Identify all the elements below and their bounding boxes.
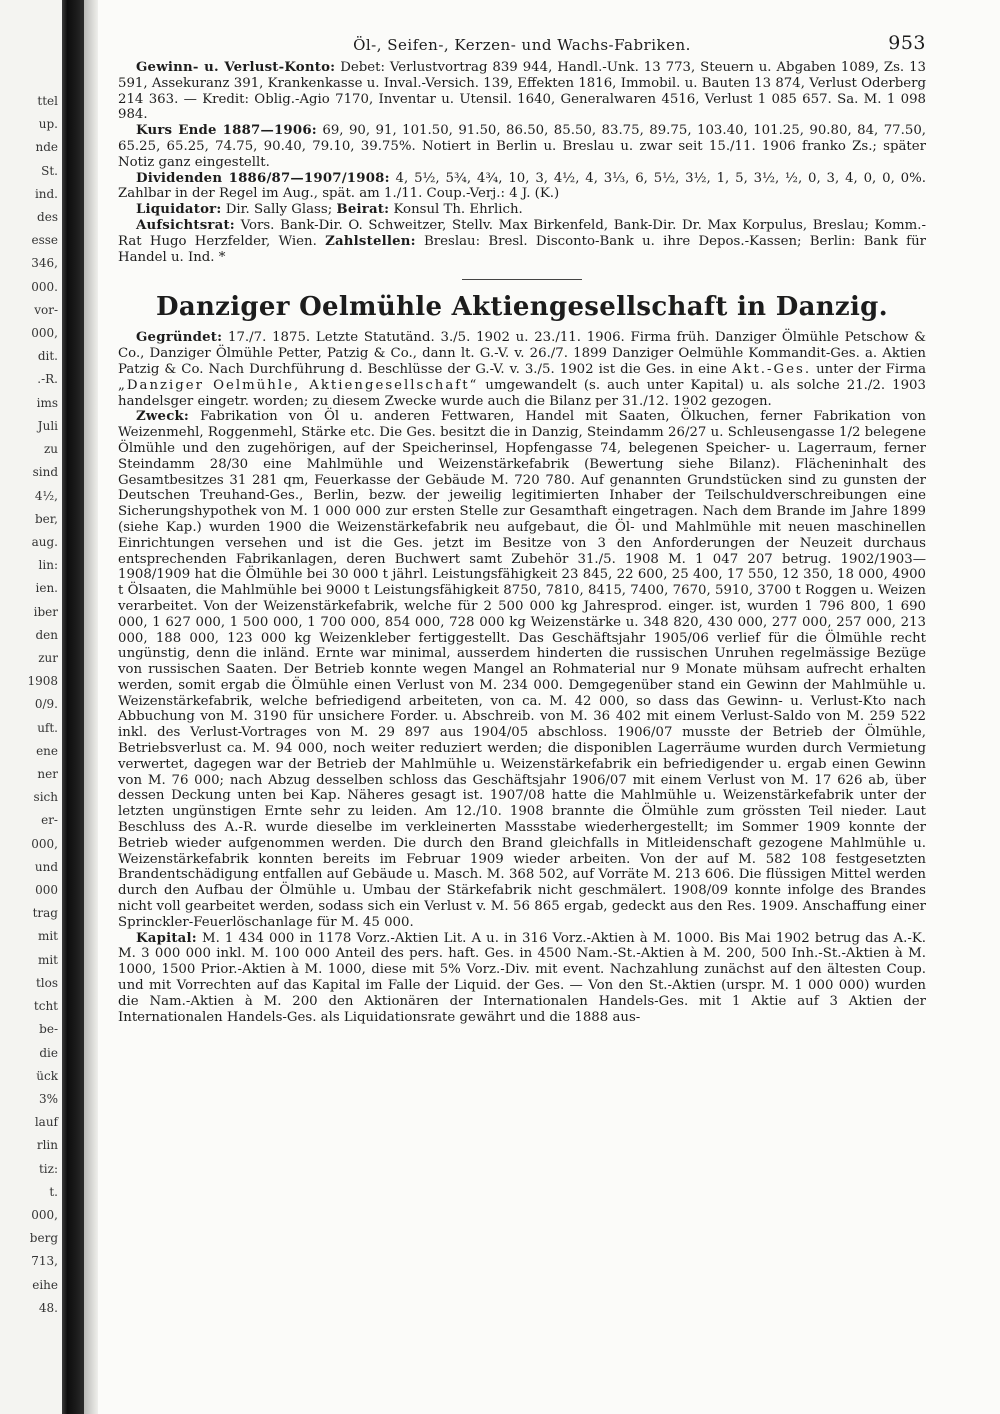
- gewinn-text: Debet: Verlustvortrag 839 944, Handl.-Unk. 13 773, Steuern u. Abgaben 1089, Zs. 13 591, Assekuranz 391, Krankenkasse u. Inval.-Versich. 139, Effekten 1816, Immobil. u. Bauten 13 874, Verlust Oderberg 214 363. — Kredit: Oblig.-Agio 7170, Inventar u. Utensil. 1640, Generalwaren 4516, Verlust 1 085 657. Sa. M. 1 098 984.: [118, 60, 926, 123]
- beirat-text: Konsul Th. Ehrlich.: [393, 202, 523, 218]
- previous-page-fragment: 48.: [38, 1300, 58, 1315]
- previous-page-fragment: er-: [41, 813, 58, 828]
- previous-page-strip: [0, 0, 62, 1414]
- dividenden-text: 4, 5½, 5¾, 4¾, 10, 3, 4½, 4, 3⅓, 6, 5½, 3½, 1, 5, 3½, ½, 0, 3, 4, 0, 0, 0%. Zahlbar in der Regel im Aug., spät. am 1./11. Coup.-Verj.: 4 J. (K.): [118, 170, 926, 202]
- aufsichtsrat-label: Aufsichtsrat:: [136, 217, 235, 233]
- previous-page-fragment: dit.: [37, 349, 58, 364]
- zweck-label: Zweck:: [136, 409, 190, 425]
- previous-page-fragment: nde: [35, 140, 58, 155]
- previous-page-fragment: t.: [49, 1184, 58, 1199]
- previous-page-fragment: zur: [38, 650, 58, 665]
- previous-page-fragment: 000.: [31, 279, 58, 294]
- previous-page-fragment: uft.: [37, 720, 58, 735]
- kurs-label: Kurs Ende 1887—1906:: [136, 123, 317, 139]
- gutter-edge: [84, 0, 98, 1414]
- kapital-paragraph: [118, 931, 926, 1026]
- gegruendet-label: Gegründet:: [136, 330, 223, 346]
- previous-page-fragment: ück: [36, 1068, 58, 1083]
- gewinn-label: Gewinn- u. Verlust-Konto:: [136, 60, 336, 75]
- previous-page-fragment: .-R.: [37, 372, 58, 387]
- beirat-label: Beirat:: [336, 202, 390, 218]
- previous-page-fragment: St.: [41, 163, 58, 178]
- aufsichtsrat-text: Vors. Bank-Dir. O. Schweitzer, Stellv. Max Birkenfeld, Bank-Dir. Dr. Max Korpulus, Breslau; Komm.-Rat Hugo Herzfelder, Wien.: [118, 217, 926, 249]
- gegruendet-spaced-2: „Danziger Oelmühle, Aktiengesellschaft“: [118, 377, 479, 393]
- gewinn-paragraph: [118, 60, 926, 123]
- previous-page-fragment: be-: [39, 1022, 58, 1037]
- aufsichtsrat-paragraph: [118, 218, 926, 265]
- previous-page-fragment: zu: [43, 442, 58, 457]
- previous-page-fragment: ien.: [35, 581, 58, 596]
- previous-page-fragment: Juli: [37, 418, 58, 433]
- previous-page-fragment: vor-: [34, 302, 58, 317]
- gegruendet-text-1: 17./7. 1875. Letzte Statutänd. 3./5. 1902 u. 23./11. 1906. Firma früh. Danziger Ölmühle Petschow & Co., Danziger Ölmühle Petter, Patzig & Co., dann lt. G.-V. v. 26./7. 1899 Danziger Oelmühle Kommandit-Ges. a. Aktien Patzig & Co. Nach Durchführung d. Beschlüsse der G.-V. v. 3./5. 1902 ist die Ges. in eine: [118, 330, 926, 377]
- previous-page-fragment: die: [39, 1045, 58, 1060]
- kapital-text: M. 1 434 000 in 1178 Vorz.-Aktien Lit. A u. in 316 Vorz.-Aktien à M. 1000. Bis Mai 1902 betrug das A.-K. M. 3 000 000 inkl. M. 100 000 Anteil des pers. haft. Ges. in 4500 Nam.-St.-Aktien à M. 200, 500 Inh.-St.-Aktien à M. 1000, 1500 Prior.-Aktien à M. 1000, diese mit 5% Vorz.-Div. mit event. Nachzahlung zunächst auf den ältesten Coup. und mit Vorrechten auf das Kapital im Falle der Liquid. der Ges. — Von den St.-Aktien (urspr. M. 1 000 000) wurden die Nam.-Aktien à M. 200 den Aktionären der Internationalen Handels-Ges. mit 1 Aktie auf 3 Aktien der Internationalen Handels-Ges. als Liquidationsrate gewährt und die 1888 aus-: [118, 930, 926, 1025]
- previous-page-fragment: ims: [36, 395, 58, 410]
- previous-page-fragment: sind: [32, 465, 58, 480]
- previous-page-fragment: ber,: [34, 511, 58, 526]
- gegruendet-paragraph: [118, 330, 926, 409]
- liquidator-text: Dir. Sally Glass;: [225, 202, 333, 218]
- previous-page-fragment: 4½,: [34, 488, 58, 503]
- previous-page-fragment: mit: [37, 929, 58, 944]
- company-title: Danziger Oelmühle Aktiengesellschaft in Danzig.: [155, 292, 888, 323]
- previous-page-fragment: esse: [31, 233, 58, 248]
- gegruendet-text-2: unter der Firma: [816, 361, 926, 377]
- previous-page-fragment: lin:: [38, 558, 58, 573]
- previous-page-fragment: mit: [37, 952, 58, 967]
- gegruendet-text-3: umgewandelt (s. auch unter Kapital) u. als solche 21./2. 1903 handelsger eingetr. worden; zu diesem Zwecke wurde auch die Bilanz per 31./12. 1902 gezogen.: [118, 377, 926, 409]
- previous-page-fragment: rlin: [36, 1138, 58, 1153]
- company-entry: [118, 330, 926, 1025]
- previous-page-fragment: und: [34, 859, 58, 874]
- previous-page-fragment: den: [35, 627, 58, 642]
- gegruendet-spaced-1: Akt.-Ges.: [731, 361, 812, 377]
- previous-page-fragment: 000: [35, 883, 58, 898]
- previous-page-fragment: 3%: [38, 1091, 58, 1106]
- previous-page-fragment: 713,: [31, 1254, 58, 1269]
- previous-page-fragment: aug.: [31, 534, 58, 549]
- previous-page-fragment: berg: [29, 1231, 58, 1246]
- previous-page-fragment: 1908: [27, 674, 58, 689]
- previous-page-fragment: up.: [38, 117, 58, 132]
- liquidator-paragraph: [118, 202, 926, 218]
- previous-page-fragment: des: [37, 210, 58, 225]
- zahlstellen-label: Zahlstellen:: [325, 233, 416, 249]
- previous-page-fragment: sich: [33, 790, 58, 805]
- previous-page-fragment: ner: [37, 767, 58, 782]
- page-number: 953: [888, 32, 926, 54]
- previous-page-fragment: tlos: [35, 975, 58, 990]
- previous-page-fragment: ind.: [34, 186, 58, 201]
- page: [118, 30, 926, 1025]
- previous-page-fragment: tiz:: [38, 1161, 58, 1176]
- previous-page-fragment: 000,: [31, 836, 58, 851]
- kurs-paragraph: [118, 123, 926, 170]
- section-divider: [462, 279, 582, 280]
- kapital-label: Kapital:: [136, 930, 197, 946]
- previous-page-fragment: eihe: [32, 1277, 58, 1292]
- zahlstellen-text: Breslau: Bresl. Disconto-Bank u. ihre Depos.-Kassen; Berlin: Bank für Handel u. Ind. *: [118, 233, 927, 265]
- previous-page-fragment: ttel: [37, 94, 58, 108]
- previous-page-fragment: 000,: [31, 1207, 58, 1222]
- previous-page-fragment: lauf: [34, 1115, 58, 1130]
- dividenden-label: Dividenden 1886/87—1907/1908:: [136, 170, 390, 186]
- previous-page-fragment: 0/9.: [34, 697, 58, 712]
- liquidator-label: Liquidator:: [136, 202, 222, 218]
- running-head-title: Öl-, Seifen-, Kerzen- und Wachs-Fabriken.: [353, 36, 691, 54]
- previous-entry: [118, 60, 926, 265]
- dividenden-paragraph: [118, 171, 926, 203]
- previous-page-fragment: 000,: [31, 326, 58, 341]
- previous-page-fragment: iber: [33, 604, 58, 619]
- previous-page-fragment: 346,: [31, 256, 58, 271]
- zweck-text: Fabrikation von Öl u. anderen Fettwaren, Handel mit Saaten, Ölkuchen, ferner Fabrikation von Weizenmehl, Roggenmehl, Stärke etc. Die Ges. besitzt die in Danzig, Steindamm 26/27 u. Schleusengasse 1/2 belegene Ölmühle und den zugehörigen, auf der Speicherinsel, Hopfengasse 74, belegenen Speicher- u. Lagerraum, ferner Steindamm 28/30 eine Mahlmühle und Weizenstärkefabrik (Bewertung siehe Bilanz). Flächeninhalt des Gesamtbesitzes 31 281 qm, Feuerkasse der Gebäude M. 720 780. Auf genannten Grundstücken sind zu gunsten der Deutschen Treuhand-Ges., Berlin, bezw. der jeweilig legitimierten Inhaber der Teilschuldverschreibungen eine Sicherungshypothek von M. 1 000 000 zur ersten Stelle zur Gesamthaft eingetragen. Nach dem Brande im Jahre 1899 (siehe Kap.) wurden 1900 die Weizenstärkefabrik neu aufgebaut, die Öl- und Mahlmühle mit neuen maschinellen Einrichtungen versehen und ist die Ges. jetzt im Besitze von 3 den Anforderungen der Neuzeit durchaus entsprechenden Fabrikanlagen, deren Buchwert samt Zubehör 31./5. 1908 M. 1 047 207 betrug. 1902/1903—1908/1909 hat die Ölmühle bei 30 000 t jährl. Leistungsfähigkeit 23 845, 22 600, 25 400, 17 550, 12 350, 18 000, 4900 t Ölsaaten, die Mahlmühle bei 9000 t Leistungsfähigkeit 8750, 7810, 8415, 7400, 7670, 5910, 3700 t Roggen u. Weizen verarbeitet. Von der Weizenstärkefabrik, welche für 2 500 000 kg Jahresprod. einger. ist, wurden 1 796 800, 1 690 000, 1 627 000, 1 500 000, 1 700 000, 854 000, 728 000 kg Weizenstärke u. 348 820, 430 000, 277 000, 257 000, 213 000, 188 000, 123 000 kg Weizenkleber fertiggestellt. Das Geschäftsjahr 1905/06 verlief für die Ölmühle recht ungünstig, denn die inländ. Ernte war minimal, ausserdem hinderten die russischen Unruhen regelmässige Bezüge von russischen Saaten. Der Betrieb konnte wegen Mangel an Rohmaterial nur 9 Monate mühsam aufrecht erhalten werden, somit ergab die Ölmühle einen Verlust von M. 234 000. Demgegenüber stand ein Gewinn der Mahlmühle u. Weizenstärkefabrik, welche befriedigend arbeiteten, von ca. M. 42 000, so dass das Gewinn- u. Verlust-Kto nach Abbuchung von M. 3190 für unsichere Forder. u. Abschreib. von M. 36 402 mit einem Verlust-Saldo von M. 259 522 inkl. des Verlust-Vortrages von M. 29 897 aus 1904/05 abschloss. 1906/07 musste der Betrieb der Ölmühle, Betriebsverlust ca. M. 94 000, noch weiter reduziert werden; die disponiblen Lagerräume wurden durch Vermietung verwertet, dagegen war der Betrieb der Mahlmühle u. Weizenstärkefabrik ein befriedigender u. ergab einen Gewinn von M. 76 000; nach Abzug desselben schloss das Geschäftsjahr 1906/07 mit einem Verlust von M. 17 626 ab, über dessen Deckung unten bei Kap. Näheres gesagt ist. 1907/08 hatte die Mahlmühle u. Weizenstärkefabrik unter der letzten ungünstigen Ernte sehr zu leiden. Am 12./10. 1908 brannte die Ölmühle zum grössten Teil nieder. Laut Beschluss des A.-R. wurde dieselbe im verkleinerten Massstabe wiederhergestellt; im Sommer 1909 konnte der Betrieb wieder aufgenommen werden. Die durch den Brand gleichfalls in Mitleidenschaft gezogene Mahlmühle u. Weizenstärkefabrik konnten bereits im Februar 1909 wieder arbeiten. Von der auf M. 582 108 festgesetzten Brandentschädigung entfallen auf Gebäude u. Masch. M. 368 502, auf Vorräte M. 213 606. Die flüssigen Mittel werden durch den Aufbau der Ölmühle u. Umbau der Stärkefabrik nicht geschmälert. 1908/09 konnte infolge des Brandes nicht voll gearbeitet werden, sodass sich ein Verlust v. M. 56 865 ergab, gedeckt aus den Res. 1909. Anschaffung einer Sprinckler-Feuerlöschanlage für M. 45 000.: [118, 409, 926, 930]
- previous-page-fragment: tcht: [33, 999, 58, 1014]
- previous-page-fragment: ene: [36, 743, 58, 758]
- zweck-paragraph: [118, 409, 926, 930]
- running-head: [118, 30, 926, 60]
- kurs-text: 69, 90, 91, 101.50, 91.50, 86.50, 85.50, 83.75, 89.75, 103.40, 101.25, 90.80, 84, 77.50, 65.25, 65.25, 74.75, 90.40, 79.10, 39.75%. Notiert in Berlin u. Breslau u. zwar seit 15./11. 1906 franko Zs.; später Notiz ganz eingestellt.: [118, 123, 927, 170]
- previous-page-fragment: trag: [32, 906, 58, 921]
- book-gutter: [62, 0, 84, 1414]
